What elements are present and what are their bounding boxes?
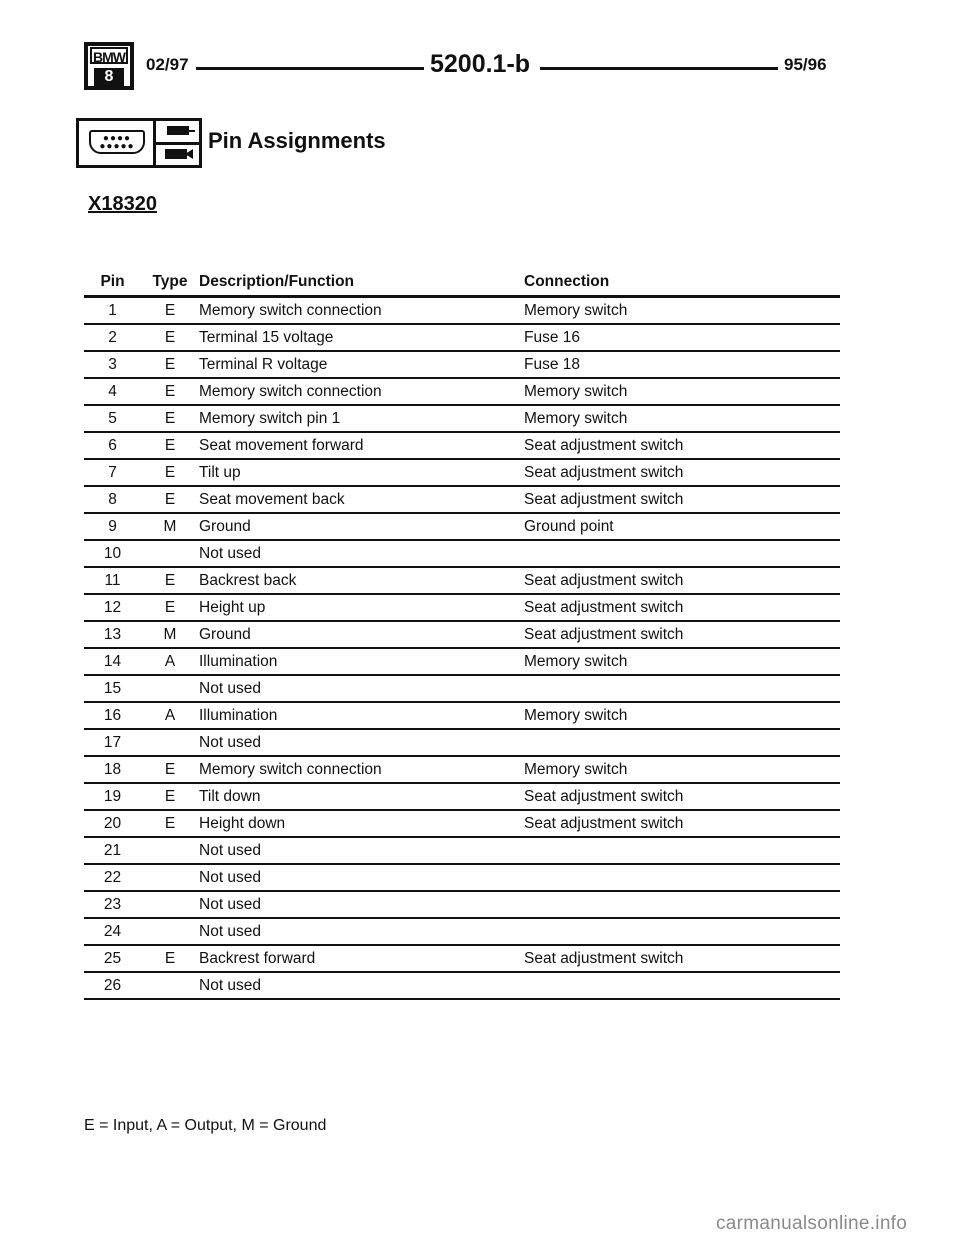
cell-connection: Memory switch	[524, 405, 840, 432]
cell-type: A	[141, 702, 199, 729]
header-rule-left	[196, 67, 424, 70]
table-row	[84, 648, 840, 675]
cell-description: Tilt down	[199, 783, 524, 810]
cell-type	[141, 864, 199, 891]
cell-pin: 13	[84, 621, 141, 648]
cell-connection: Seat adjustment switch	[524, 621, 840, 648]
cell-description: Backrest forward	[199, 945, 524, 972]
cell-connection: Fuse 16	[524, 324, 840, 351]
connector-id: X18320	[88, 193, 157, 215]
cell-pin: 14	[84, 648, 141, 675]
cell-pin: 16	[84, 702, 141, 729]
cell-pin: 5	[84, 405, 141, 432]
header-section-number: 5200.1-b	[430, 50, 531, 78]
cell-type: E	[141, 351, 199, 378]
cell-type	[141, 972, 199, 999]
cell-pin: 1	[84, 297, 141, 325]
column-header-type: Type	[141, 268, 199, 297]
table-row	[84, 567, 840, 594]
table-row	[84, 540, 840, 567]
icon-divider-horizontal	[156, 142, 199, 145]
cell-type	[141, 540, 199, 567]
cell-pin: 2	[84, 324, 141, 351]
cell-description: Height down	[199, 810, 524, 837]
cell-connection: Seat adjustment switch	[524, 594, 840, 621]
cell-description: Height up	[199, 594, 524, 621]
cell-pin: 20	[84, 810, 141, 837]
cell-pin: 17	[84, 729, 141, 756]
cell-type: E	[141, 756, 199, 783]
cell-description: Terminal 15 voltage	[199, 324, 524, 351]
cell-description: Memory switch connection	[199, 756, 524, 783]
table-row	[84, 378, 840, 405]
plug-pin-icon	[187, 130, 195, 132]
cell-type: E	[141, 405, 199, 432]
table-row	[84, 891, 840, 918]
cell-connection: Ground point	[524, 513, 840, 540]
cell-connection: Memory switch	[524, 297, 840, 325]
table-row	[84, 351, 840, 378]
cell-type: E	[141, 459, 199, 486]
table-row	[84, 324, 840, 351]
plug-icon	[167, 126, 189, 135]
table-row	[84, 756, 840, 783]
cell-description: Memory switch connection	[199, 378, 524, 405]
table-row	[84, 864, 840, 891]
cell-description: Not used	[199, 891, 524, 918]
cell-type	[141, 729, 199, 756]
header-model-year: 95/96	[784, 55, 827, 74]
cell-description: Not used	[199, 864, 524, 891]
cell-connection: Memory switch	[524, 756, 840, 783]
cell-pin: 4	[84, 378, 141, 405]
cell-pin: 3	[84, 351, 141, 378]
table-row	[84, 702, 840, 729]
column-header-pin: Pin	[84, 268, 141, 297]
cell-description: Seat movement back	[199, 486, 524, 513]
cell-description: Seat movement forward	[199, 432, 524, 459]
pin-assignment-table	[84, 268, 840, 1000]
cell-description: Not used	[199, 972, 524, 999]
cell-type: E	[141, 378, 199, 405]
cell-type: E	[141, 945, 199, 972]
cell-description: Illumination	[199, 648, 524, 675]
cell-type: M	[141, 621, 199, 648]
cell-connection	[524, 972, 840, 999]
table-row	[84, 972, 840, 999]
cell-connection: Fuse 18	[524, 351, 840, 378]
type-legend: E = Input, A = Output, M = Ground	[84, 1117, 327, 1134]
table-body	[84, 297, 840, 1000]
cell-type	[141, 918, 199, 945]
cell-connection: Memory switch	[524, 702, 840, 729]
table-row	[84, 918, 840, 945]
cell-pin: 6	[84, 432, 141, 459]
cell-type: E	[141, 810, 199, 837]
header-rule-right	[540, 67, 778, 70]
table-row	[84, 729, 840, 756]
table-row	[84, 783, 840, 810]
cell-description: Not used	[199, 918, 524, 945]
cell-description: Not used	[199, 540, 524, 567]
cell-pin: 23	[84, 891, 141, 918]
logo-brand-text: BMW	[90, 47, 128, 64]
socket-tip-icon	[185, 149, 193, 159]
cell-description: Not used	[199, 675, 524, 702]
connector-icon: ●●●● ●●●●●	[89, 130, 145, 154]
cell-description: Ground	[199, 513, 524, 540]
cell-connection	[524, 918, 840, 945]
table-row	[84, 594, 840, 621]
cell-pin: 25	[84, 945, 141, 972]
cell-connection: Seat adjustment switch	[524, 945, 840, 972]
cell-connection	[524, 540, 840, 567]
cell-type: M	[141, 513, 199, 540]
cell-description: Memory switch pin 1	[199, 405, 524, 432]
cell-connection	[524, 675, 840, 702]
cell-connection: Memory switch	[524, 378, 840, 405]
table-row	[84, 297, 840, 325]
cell-pin: 26	[84, 972, 141, 999]
cell-description: Tilt up	[199, 459, 524, 486]
cell-pin: 22	[84, 864, 141, 891]
bmw-8-series-logo	[84, 42, 134, 90]
cell-type	[141, 891, 199, 918]
column-header-connection: Connection	[524, 268, 840, 297]
table-header-row	[84, 268, 840, 297]
cell-connection: Seat adjustment switch	[524, 783, 840, 810]
cell-type: E	[141, 783, 199, 810]
pin-assignment-icon-box	[76, 118, 202, 168]
cell-pin: 8	[84, 486, 141, 513]
header-date: 02/97	[146, 55, 189, 74]
cell-pin: 15	[84, 675, 141, 702]
cell-pin: 21	[84, 837, 141, 864]
cell-connection: Seat adjustment switch	[524, 567, 840, 594]
cell-pin: 10	[84, 540, 141, 567]
cell-pin: 7	[84, 459, 141, 486]
cell-type: E	[141, 324, 199, 351]
cell-description: Illumination	[199, 702, 524, 729]
cell-type	[141, 675, 199, 702]
socket-icon	[165, 149, 187, 159]
table-row	[84, 459, 840, 486]
cell-description: Not used	[199, 729, 524, 756]
table-row	[84, 513, 840, 540]
cell-pin: 11	[84, 567, 141, 594]
table-row	[84, 405, 840, 432]
table-row	[84, 945, 840, 972]
cell-connection	[524, 837, 840, 864]
watermark: carmanualsonline.info	[716, 1213, 908, 1234]
table-row	[84, 837, 840, 864]
cell-description: Backrest back	[199, 567, 524, 594]
cell-pin: 19	[84, 783, 141, 810]
cell-description: Ground	[199, 621, 524, 648]
cell-type: E	[141, 567, 199, 594]
cell-connection: Seat adjustment switch	[524, 810, 840, 837]
cell-type: E	[141, 486, 199, 513]
table-row	[84, 810, 840, 837]
table-row	[84, 621, 840, 648]
cell-description: Not used	[199, 837, 524, 864]
logo-series-text: 8	[94, 68, 124, 86]
cell-type: E	[141, 432, 199, 459]
cell-pin: 9	[84, 513, 141, 540]
page-title: Pin Assignments	[208, 128, 386, 153]
cell-connection: Memory switch	[524, 648, 840, 675]
table-row	[84, 432, 840, 459]
cell-description: Terminal R voltage	[199, 351, 524, 378]
cell-type: E	[141, 297, 199, 325]
cell-connection	[524, 864, 840, 891]
cell-pin: 12	[84, 594, 141, 621]
cell-connection: Seat adjustment switch	[524, 486, 840, 513]
table-row	[84, 486, 840, 513]
cell-connection	[524, 891, 840, 918]
table-row	[84, 675, 840, 702]
cell-pin: 24	[84, 918, 141, 945]
cell-type	[141, 837, 199, 864]
cell-connection	[524, 729, 840, 756]
cell-description: Memory switch connection	[199, 297, 524, 325]
cell-pin: 18	[84, 756, 141, 783]
cell-connection: Seat adjustment switch	[524, 432, 840, 459]
cell-connection: Seat adjustment switch	[524, 459, 840, 486]
column-header-description: Description/Function	[199, 268, 524, 297]
cell-type: E	[141, 594, 199, 621]
cell-type: A	[141, 648, 199, 675]
